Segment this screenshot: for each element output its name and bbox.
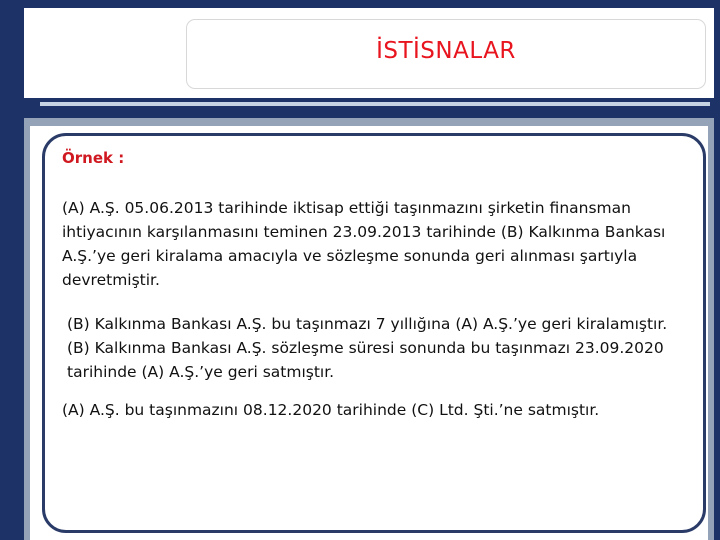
title-divider — [40, 102, 710, 106]
paragraph-1: (A) A.Ş. 05.06.2013 tarihinde iktisap ettiği taşınmazını şirketin finansman ihtiyacının karşılanmasını teminen 23.09.2013 tarihinde (B) Kalkınma Bankası A.Ş.’ye geri kiralama amacıyla ve sözleşme sonunda geri alınması şartıyla devretmiştir. — [62, 199, 666, 289]
paragraph-2: (B) Kalkınma Bankası A.Ş. bu taşınmazı 7 yıllığına (A) A.Ş.’ye geri kiralamıştır. (B) Kalkınma Bankası A.Ş. sözleşme süresi sonunda bu taşınmazı 23.09.2020 tarihinde (A) A.Ş.’ye geri satmıştır. — [67, 315, 668, 381]
paragraph-3: (A) A.Ş. bu taşınmazını 08.12.2020 tarihinde (C) Ltd. Şti.’ne satmıştır. — [62, 401, 600, 419]
example-label: Örnek : — [62, 149, 125, 167]
slide-title: İSTİSNALAR — [376, 38, 516, 64]
